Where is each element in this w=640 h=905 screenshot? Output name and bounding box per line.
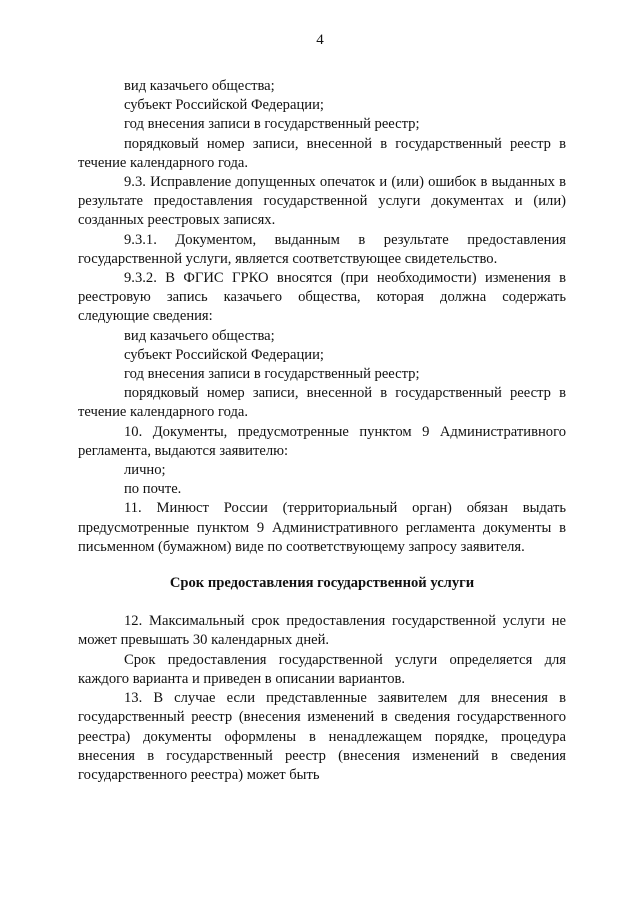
paragraph-9-3-1: 9.3.1. Документом, выданным в результате предоставления государственной услуги, является соответствующее свидетельство. <box>78 231 566 267</box>
paragraph-8: вид казачьего общества; <box>124 327 275 344</box>
paragraph-in-person: лично; <box>124 462 166 479</box>
page-number: 4 <box>316 32 324 48</box>
document-body <box>78 77 566 785</box>
paragraph-10: год внесения записи в государственный реестр; <box>124 366 420 383</box>
paragraph-point-10: 10. Документы, предусмотренные пунктом 9 Административного регламента, выдаются заявителю: <box>78 423 566 459</box>
paragraph-1: вид казачьего общества; <box>124 78 275 94</box>
section-heading: Срок предоставления государственной услуги <box>169 575 475 592</box>
paragraph-9: субъект Российской Федерации; <box>124 346 324 363</box>
paragraph-point-11: 11. Минюст России (территориальный орган) обязан выдать предусмотренные пунктом 9 Административного регламента документы в письменном (бумажном) виде по соответствующему запросу заявителя. <box>78 500 566 555</box>
paragraph-point-13: 13. В случае если представленные заявителем для внесения в государственный реестр (внесения изменений в сведения государственного реестра) документы оформлены в ненадлежащем порядке, процедура внесения в государственный реестр (внесения изменений в сведения государственного реестра) может быть <box>78 690 566 783</box>
paragraph-3: год внесения записи в государственный реестр; <box>124 116 420 133</box>
paragraph-9-3-2: 9.3.2. В ФГИС ГРКО вносятся (при необходимости) изменения в реестровую запись казачьего общества, которая должна содержать следующие сведения: <box>78 270 566 325</box>
paragraph-11: порядковый номер записи, внесенной в государственный реестр в течение календарного года. <box>78 385 566 421</box>
paragraph-9-3: 9.3. Исправление допущенных опечаток и (или) ошибок в выданных в результате предоставления государственной услуги документах и (или) созданных реестровых записях. <box>78 174 566 229</box>
paragraph-point-12: 12. Максимальный срок предоставления государственной услуги не может превышать 30 календарных дней. <box>78 613 566 649</box>
paragraph-2: субъект Российской Федерации; <box>124 97 324 114</box>
paragraph-by-mail: по почте. <box>124 481 182 498</box>
paragraph-4: порядковый номер записи, внесенной в государственный реестр в течение календарного года. <box>78 135 566 171</box>
paragraph-term-variants: Срок предоставления государственной услуги определяется для каждого варианта и приведен в описании вариантов. <box>78 651 566 687</box>
